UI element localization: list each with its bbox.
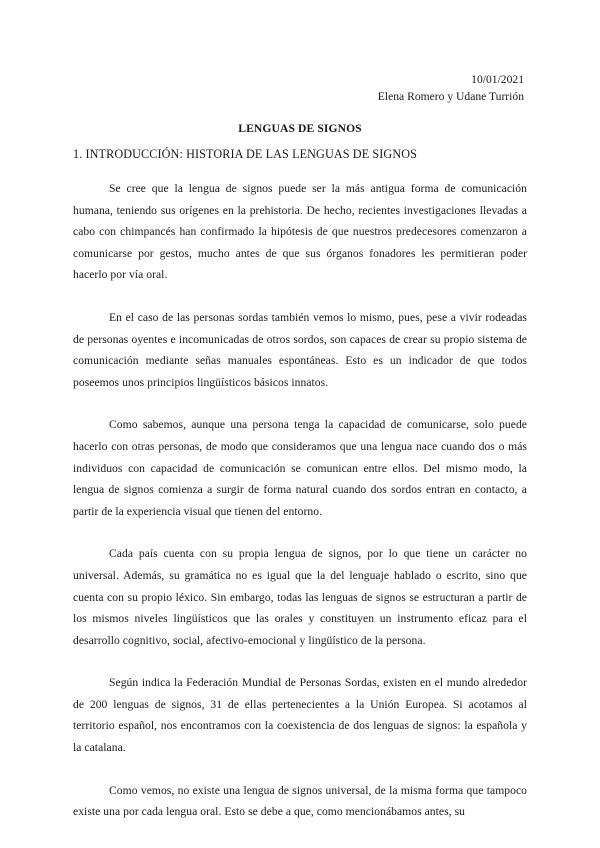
paragraph-6: Como vemos, no existe una lengua de signos universal, de la misma forma que tampoco existe una por cada lengua oral. Esto se debe a que, como mencionábamos antes, su	[73, 783, 527, 819]
paragraph-3: Como sabemos, aunque una persona tenga la capacidad de comunicarse, solo puede hacerlo con otras personas, de modo que consideramos que una lengua nace cuando dos o más individuos con capacidad de comunicación se comunican entre ellos. Del mismo modo, la lengua de signos comienza a surgir de forma natural cuando dos sordos entran en contacto, a partir de la experiencia visual que tienen del entorno.	[73, 418, 527, 518]
document-title: LENGUAS DE SIGNOS	[238, 122, 362, 135]
date: 10/01/2021	[471, 73, 524, 86]
paragraph-5: Según indica la Federación Mundial de Personas Sordas, existen en el mundo alrededor de 200 lenguas de signos, 31 de ellas pertenecientes a la Unión Europea. Si acotamos al territorio español, nos encontramos con la coexistencia de dos lenguas de signos: la española y la catalana.	[73, 676, 527, 755]
document-header	[378, 71, 524, 105]
paragraph-2: En el caso de las personas sordas también vemos lo mismo, pues, pese a vivir rodeadas de personas oyentes e incomunicadas de otros sordos, son capaces de crear su propio sistema de comunicación mediante señas manuales espontáneas. Esto es un indicador de que todos poseemos unos principios lingüísticos básicos innatos.	[73, 310, 527, 389]
authors: Elena Romero y Udane Turrión	[377, 90, 524, 103]
paragraph-4: Cada país cuenta con su propia lengua de signos, por lo que tiene un carácter no universal. Además, su gramática no es igual que la del lenguaje hablado o escrito, sino que cuenta con su propio léxico. Sin embargo, todas las lenguas de signos se estructuran a partir de los mismos niveles lingüísticos que las orales y constituyen un instrumento eficaz para el desarrollo cognitivo, social, afectivo-emocional y lingüístico de la persona.	[73, 547, 527, 647]
body-text	[73, 178, 527, 844]
section-heading: 1. INTRODUCCIÓN: HISTORIA DE LAS LENGUAS DE SIGNOS	[73, 147, 417, 161]
paragraph-1: Se cree que la lengua de signos puede ser la más antigua forma de comunicación humana, teniendo sus orígenes en la prehistoria. De hecho, recientes investigaciones llevadas a cabo con chimpancés han confirmado la hipótesis de que nuestros predecesores comenzaron a comunicarse por gestos, mucho antes de que sus órganos fonadores les permitieran poder hacerlo por vía oral.	[73, 182, 527, 282]
